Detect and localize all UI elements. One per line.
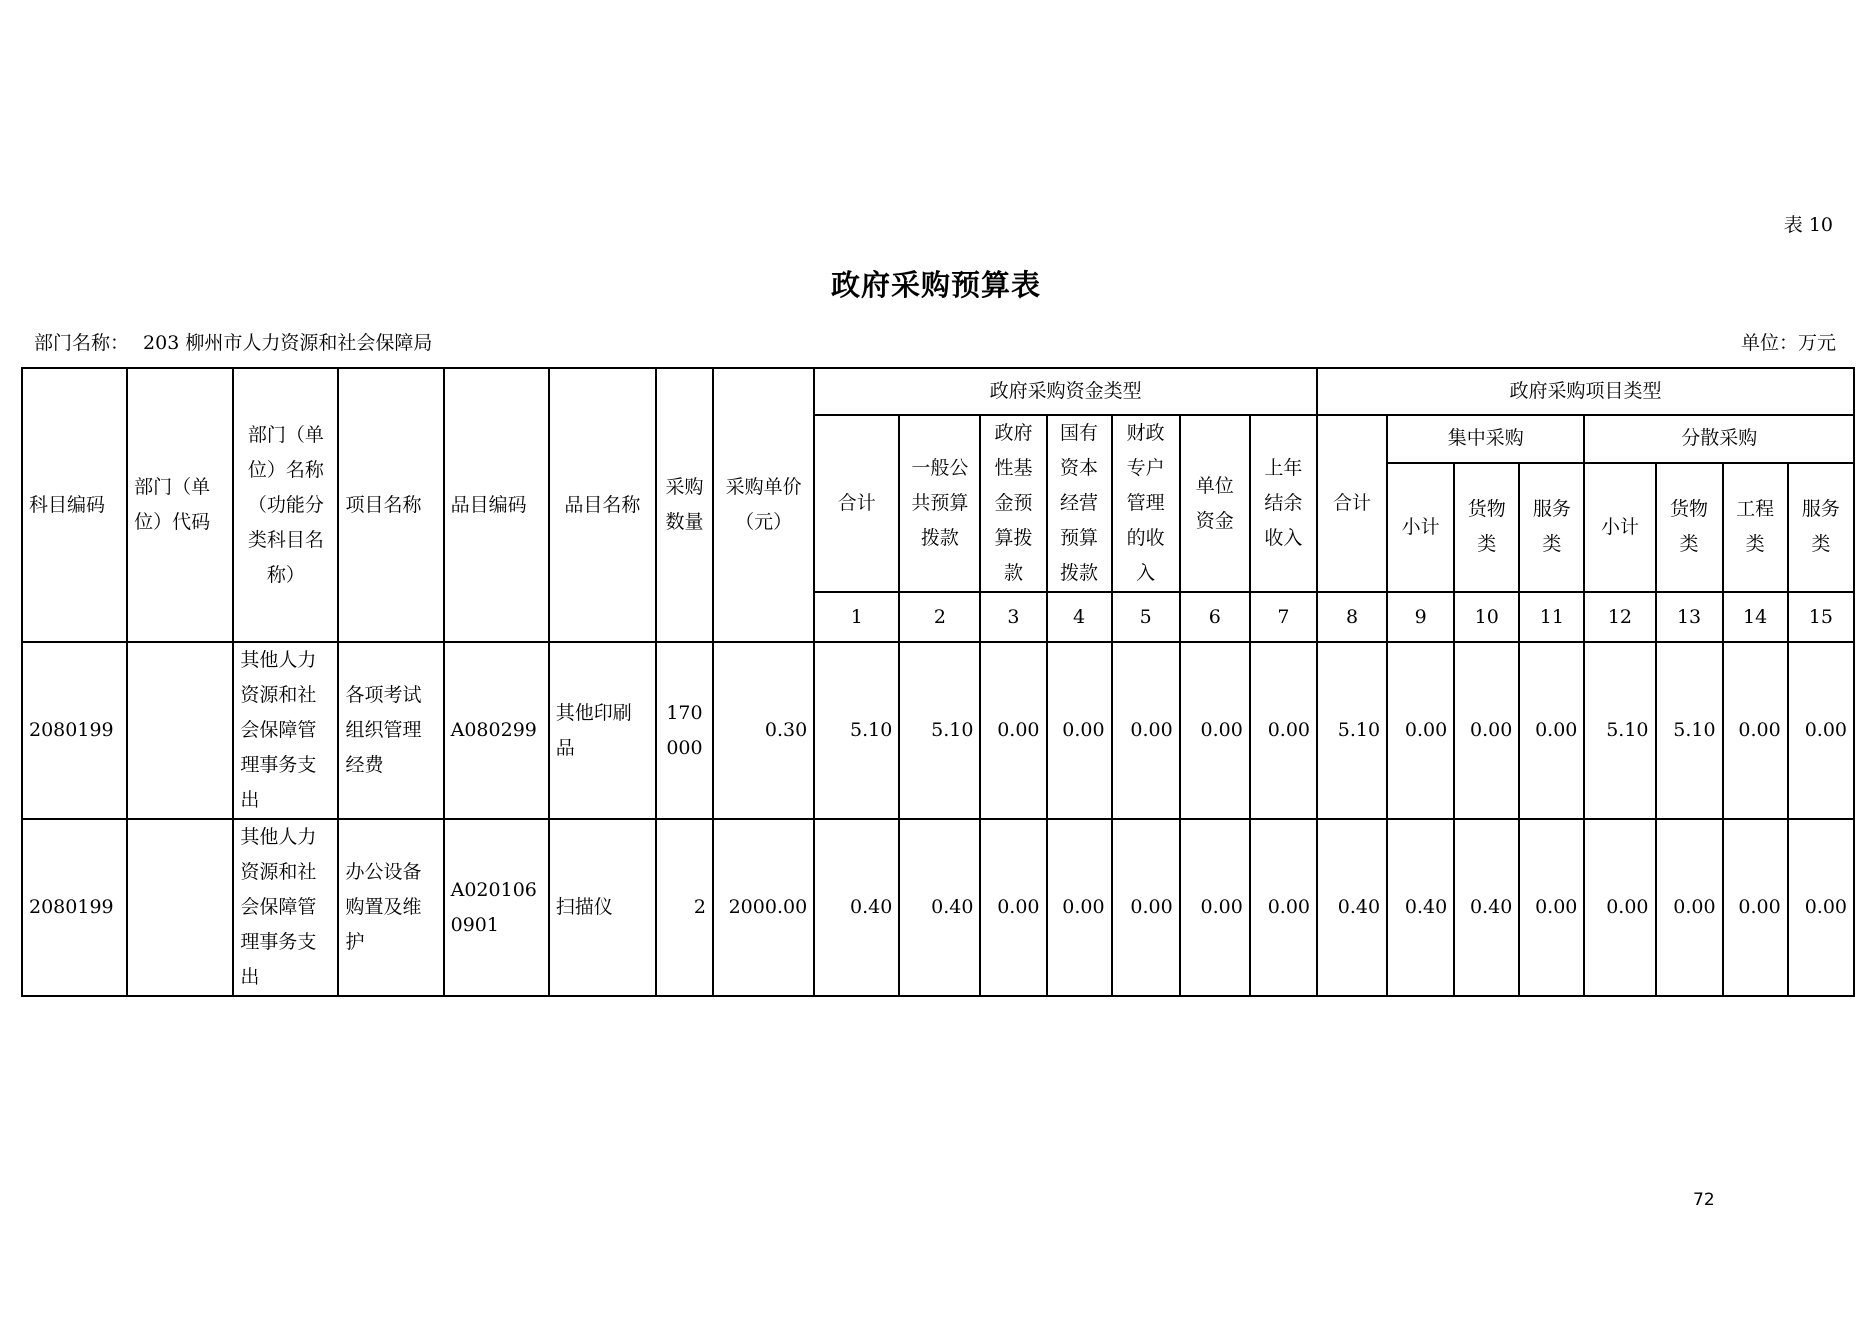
header-state-capital: 国有资本经营预算拨款 [1047, 415, 1112, 592]
department-label: 部门名称： [34, 332, 130, 354]
cell-value: 0.00 [1387, 642, 1454, 819]
column-number: 3 [980, 592, 1046, 642]
header-fund-total: 合计 [814, 415, 899, 592]
column-number: 1 [814, 592, 899, 642]
cell-dept-name: 其他人力资源和社会保障管理事务支出 [233, 642, 338, 819]
header-dept-code: 部门（单位）代码 [127, 368, 233, 642]
cell-value: 0.40 [899, 819, 980, 996]
header-unit-price: 采购单价（元） [713, 368, 814, 642]
header-proj-total: 合计 [1317, 415, 1387, 592]
column-number: 12 [1584, 592, 1655, 642]
header-last-year: 上年结余收入 [1250, 415, 1317, 592]
cell-value: 0.00 [1788, 819, 1854, 996]
header-quantity: 采购数量 [656, 368, 713, 642]
header-general-budget: 一般公共预算拨款 [899, 415, 980, 592]
cell-quantity: 170000 [656, 642, 713, 819]
cell-unit-price: 0.30 [713, 642, 814, 819]
column-number: 14 [1723, 592, 1788, 642]
cell-value: 0.00 [1047, 819, 1112, 996]
column-number: 8 [1317, 592, 1387, 642]
column-number: 11 [1519, 592, 1584, 642]
cell-item-code: A080299 [444, 642, 549, 819]
header-dept-name: 部门（单位）名称（功能分类科目名称） [233, 368, 338, 642]
header-c-subtotal: 小计 [1387, 463, 1454, 592]
cell-value: 0.00 [1788, 642, 1854, 819]
cell-value: 0.00 [1723, 819, 1788, 996]
table-row [22, 642, 1854, 819]
header-project-type: 政府采购项目类型 [1317, 368, 1854, 415]
cell-value: 0.00 [1519, 819, 1584, 996]
cell-value: 0.40 [1387, 819, 1454, 996]
header-item-code: 品目编码 [444, 368, 549, 642]
page-title: 政府采购预算表 [830, 268, 1041, 302]
cell-value: 0.00 [980, 819, 1046, 996]
cell-value: 5.10 [1656, 642, 1723, 819]
header-d-goods: 货物类 [1656, 463, 1723, 592]
header-fiscal-special: 财政专户管理的收入 [1112, 415, 1180, 592]
column-number: 15 [1788, 592, 1854, 642]
column-number: 7 [1250, 592, 1317, 642]
cell-project-name: 各项考试组织管理经费 [338, 642, 443, 819]
cell-value: 0.00 [1454, 642, 1519, 819]
header-fund-type: 政府采购资金类型 [814, 368, 1317, 415]
header-gov-fund: 政府性基金预算拨款 [980, 415, 1046, 592]
cell-value: 0.00 [1112, 819, 1180, 996]
cell-value: 5.10 [1584, 642, 1655, 819]
header-decentralized: 分散采购 [1584, 415, 1854, 463]
column-number: 4 [1047, 592, 1112, 642]
header-row-1 [22, 368, 1854, 415]
cell-value: 5.10 [814, 642, 899, 819]
cell-subject-code: 2080199 [22, 819, 127, 996]
cell-dept-code [127, 642, 233, 819]
cell-item-name: 其他印刷品 [549, 642, 656, 819]
header-item-name: 品目名称 [549, 368, 656, 642]
column-number: 9 [1387, 592, 1454, 642]
column-number: 6 [1180, 592, 1250, 642]
cell-value: 5.10 [1317, 642, 1387, 819]
table-number: 表 10 [1783, 214, 1833, 236]
cell-subject-code: 2080199 [22, 642, 127, 819]
header-centralized: 集中采购 [1387, 415, 1584, 463]
cell-unit-price: 2000.00 [713, 819, 814, 996]
header-project-name: 项目名称 [338, 368, 443, 642]
department-info [34, 328, 432, 355]
column-number: 10 [1454, 592, 1519, 642]
page-number: 72 [1693, 1190, 1715, 1210]
cell-value: 5.10 [899, 642, 980, 819]
header-unit-fund: 单位资金 [1180, 415, 1250, 592]
header-d-service: 服务类 [1788, 463, 1854, 592]
cell-value: 0.00 [1584, 819, 1655, 996]
header-d-subtotal: 小计 [1584, 463, 1655, 592]
department-value: 203 柳州市人力资源和社会保障局 [143, 332, 433, 354]
cell-value: 0.00 [980, 642, 1046, 819]
header-subject-code: 科目编码 [22, 368, 127, 642]
cell-project-name: 办公设备购置及维护 [338, 819, 443, 996]
cell-value: 0.40 [1454, 819, 1519, 996]
cell-value: 0.40 [1317, 819, 1387, 996]
header-d-engineering: 工程类 [1723, 463, 1788, 592]
header-c-goods: 货物类 [1454, 463, 1519, 592]
table-row [22, 819, 1854, 996]
cell-value: 0.00 [1180, 819, 1250, 996]
column-number: 2 [899, 592, 980, 642]
cell-item-code: A0201060901 [444, 819, 549, 996]
cell-value: 0.00 [1723, 642, 1788, 819]
cell-dept-code [127, 819, 233, 996]
header-c-service: 服务类 [1519, 463, 1584, 592]
column-number: 13 [1656, 592, 1723, 642]
cell-value: 0.40 [814, 819, 899, 996]
cell-quantity: 2 [656, 819, 713, 996]
cell-value: 0.00 [1250, 642, 1317, 819]
column-number: 5 [1112, 592, 1180, 642]
cell-value: 0.00 [1180, 642, 1250, 819]
cell-dept-name: 其他人力资源和社会保障管理事务支出 [233, 819, 338, 996]
procurement-budget-table [21, 367, 1855, 997]
cell-item-name: 扫描仪 [549, 819, 656, 996]
cell-value: 0.00 [1250, 819, 1317, 996]
unit-label: 单位：万元 [1740, 332, 1836, 354]
cell-value: 0.00 [1656, 819, 1723, 996]
cell-value: 0.00 [1112, 642, 1180, 819]
cell-value: 0.00 [1519, 642, 1584, 819]
cell-value: 0.00 [1047, 642, 1112, 819]
